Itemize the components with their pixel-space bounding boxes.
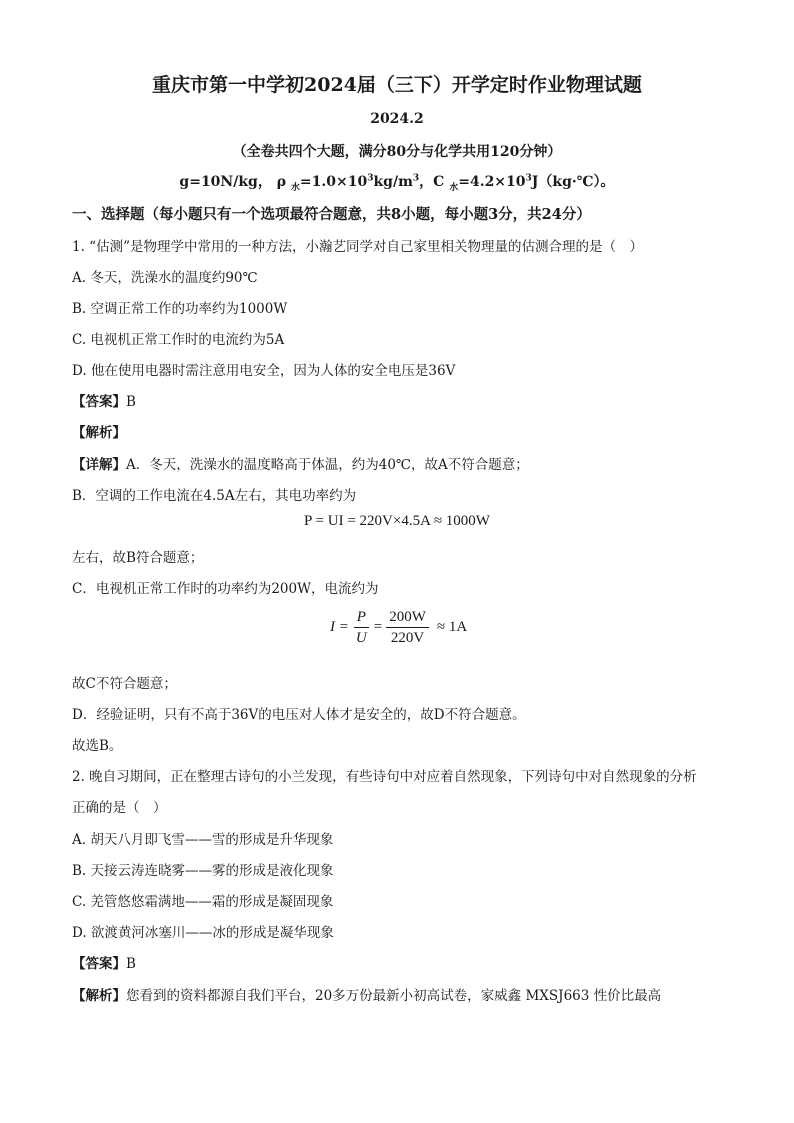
q1-option-d: D. 他在使用电器时需注意用电安全，因为人体的安全电压是36V: [72, 363, 456, 379]
q2-stem-line1: 2. 晚自习期间，正在整理古诗句的小兰发现，有些诗句中对应着自然现象，下列诗句中对自然现象的分析: [72, 769, 697, 785]
section-heading: 一、选择题（每小题只有一个选项最符合题意，共8小题，每小题3分，共24分）: [72, 206, 591, 223]
q1-conclusion: 故选B。: [72, 738, 123, 754]
q1-formula-b: P = UI = 220V×4.5A ≈ 1000W: [304, 513, 490, 529]
q1-detail-c: C．电视机正常工作时的功率约为200W，电流约为: [72, 581, 379, 597]
q2-analysis: 【解析】您看到的资料都源自我们平台，20多万份最新小初高试卷，家威鑫 MXSJ663 性价比最高: [72, 988, 662, 1004]
q1-option-c: C. 电视机正常工作时的电流约为5A: [72, 332, 285, 348]
q1-stem: 1. “估测”是物理学中常用的一种方法，小瀚艺同学对自己家里相关物理量的估测合理的是（ ）: [72, 239, 643, 255]
q2-option-a: A. 胡天八月即飞雪——雪的形成是升华现象: [72, 832, 334, 848]
fraction-values: $\frac{200W}{220V}$: [386, 608, 429, 647]
q1-detail-d: D．经验证明，只有不高于36V的电压对人体才是安全的，故D不符合题意。: [72, 707, 526, 723]
q1-option-a: A. 冬天，洗澡水的温度约90℃: [72, 270, 258, 286]
q2-stem-line2: 正确的是（ ）: [72, 800, 167, 816]
q1-formula-c: I = $\frac{P}{U}$ = $\frac{200W}{220V}$ ≈ 1A: [330, 609, 468, 646]
q1-detail-a: 【详解】A．冬天，洗澡水的温度略高于体温，约为40℃，故A不符合题意；: [72, 457, 529, 473]
q1-analysis-label: 【解析】: [72, 425, 126, 441]
q1-detail-c2: 故C不符合题意；: [72, 676, 177, 692]
constants-line: g=10N/kg， ρ $_水=1.0\times 10^3kg/m^3$，C $_水=4.2\times 10^3J(kg\cdot℃)$。: [179, 173, 615, 193]
q1-detail-b: B．空调的工作电流在4.5A左右，其电功率约为: [72, 488, 357, 504]
q2-answer: 【答案】B: [72, 956, 136, 972]
page-title: 重庆市第一中学初2024届（三下）开学定时作业物理试题: [152, 74, 642, 96]
fraction-p-over-u: $\frac{P}{U}$: [353, 608, 370, 647]
q2-option-b: B. 天接云涛连晓雾——雾的形成是液化现象: [72, 863, 334, 879]
exam-date: 2024.2: [370, 111, 424, 127]
q2-option-d: D. 欲渡黄河冰塞川——冰的形成是凝华现象: [72, 925, 334, 941]
q1-answer: 【答案】B: [72, 394, 136, 410]
q1-option-b: B. 空调正常工作的功率约为1000W: [72, 301, 288, 317]
q1-detail-b2: 左右，故B符合题意；: [72, 550, 204, 566]
q2-option-c: C. 羌管悠悠霜满地——霜的形成是凝固现象: [72, 894, 334, 910]
exam-note: （全卷共四个大题，满分80分与化学共用120分钟）: [232, 144, 562, 160]
